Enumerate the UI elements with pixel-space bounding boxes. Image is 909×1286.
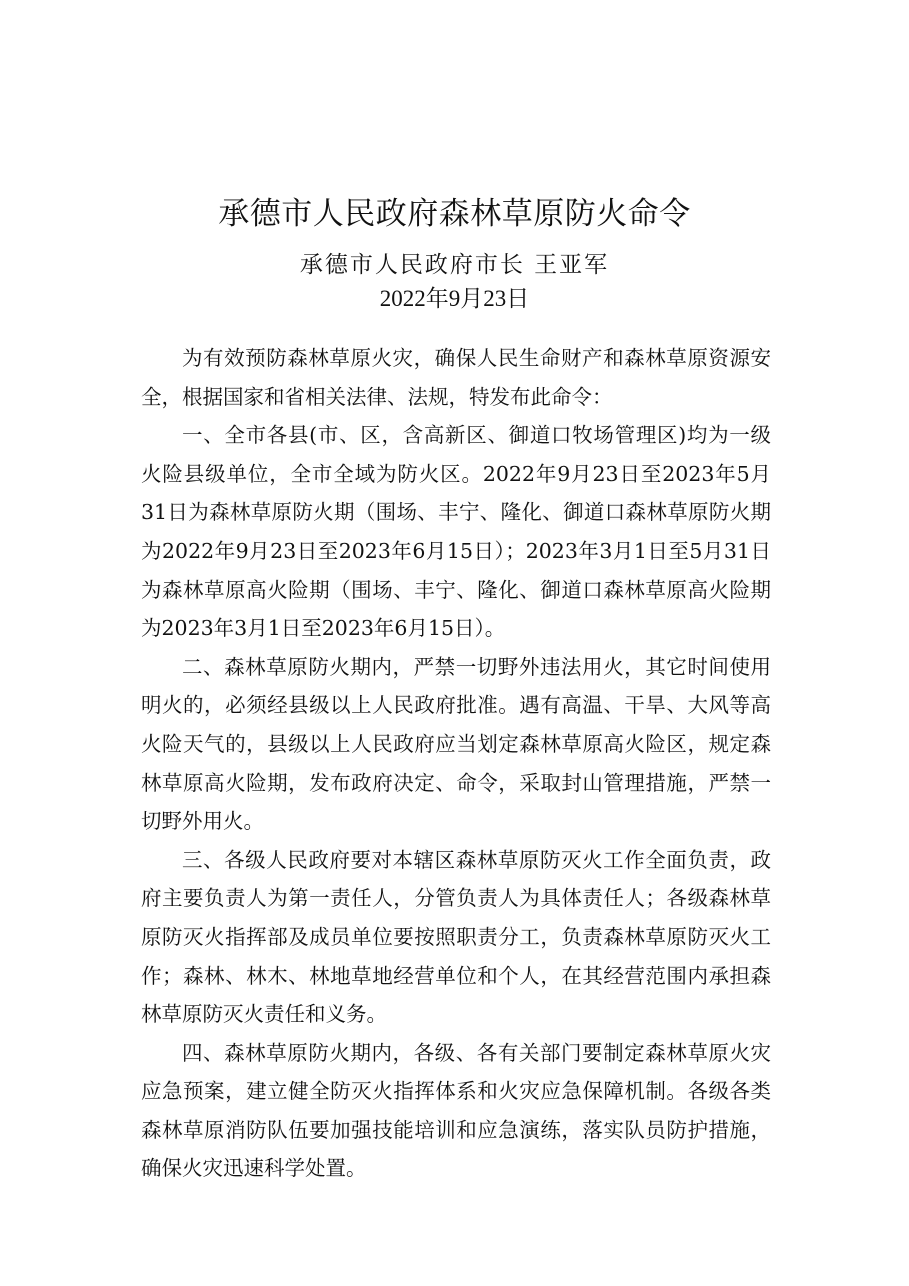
paragraph-intro: 为有效预防森林草原火灾，确保人民生命财产和森林草原资源安全，根据国家和省相关法律、法规，特发布此命令：	[141, 346, 771, 409]
paragraph-item-1: 一、全市各县(市、区，含高新区、御道口牧场管理区)均为一级火险县级单位，全市全域为防火区。2022年9月23日至2023年5月31日为森林草原防火期（围场、丰宁、隆化、御道口森林草原防火期为2022年9月23日至2023年6月15日）；2023年3月1日至5月31日为森林草原高火险期（围场、丰宁、隆化、御道口森林草原高火险期为2023年3月1日至2023年6月15日）。	[141, 423, 771, 641]
author-line: 承德市人民政府市长 王亚军	[299, 252, 610, 278]
paragraph-item-3: 三、各级人民政府要对本辖区森林草原防灭火工作全面负责，政府主要负责人为第一责任人，分管负责人为具体责任人；各级森林草原防灭火指挥部及成员单位要按照职责分工，负责森林草原防灭火工作；森林、林木、林地草地经营单位和个人，在其经营范围内承担森林草原防灭火责任和义务。	[141, 847, 771, 1027]
paragraph-item-4: 四、森林草原防火期内，各级、各有关部门要制定森林草原火灾应急预案，建立健全防灭火指挥体系和火灾应急保障机制。各级各类森林草原消防队伍要加强技能培训和应急演练，落实队员防护措施，确保火灾迅速科学处置。	[141, 1040, 771, 1181]
issue-date: 2022年9月23日	[379, 286, 530, 311]
document-title: 承德市人民政府森林草原防火命令	[218, 196, 691, 232]
paragraph-item-2: 二、森林草原防火期内，严禁一切野外违法用火，其它时间使用明火的，必须经县级以上人民政府批准。遇有高温、干旱、大风等高火险天气的，县级以上人民政府应当划定森林草原高火险区，规定森林草原高火险期，发布政府决定、命令，采取封山管理措施，严禁一切野外用火。	[141, 654, 771, 834]
document-body	[141, 339, 771, 1188]
